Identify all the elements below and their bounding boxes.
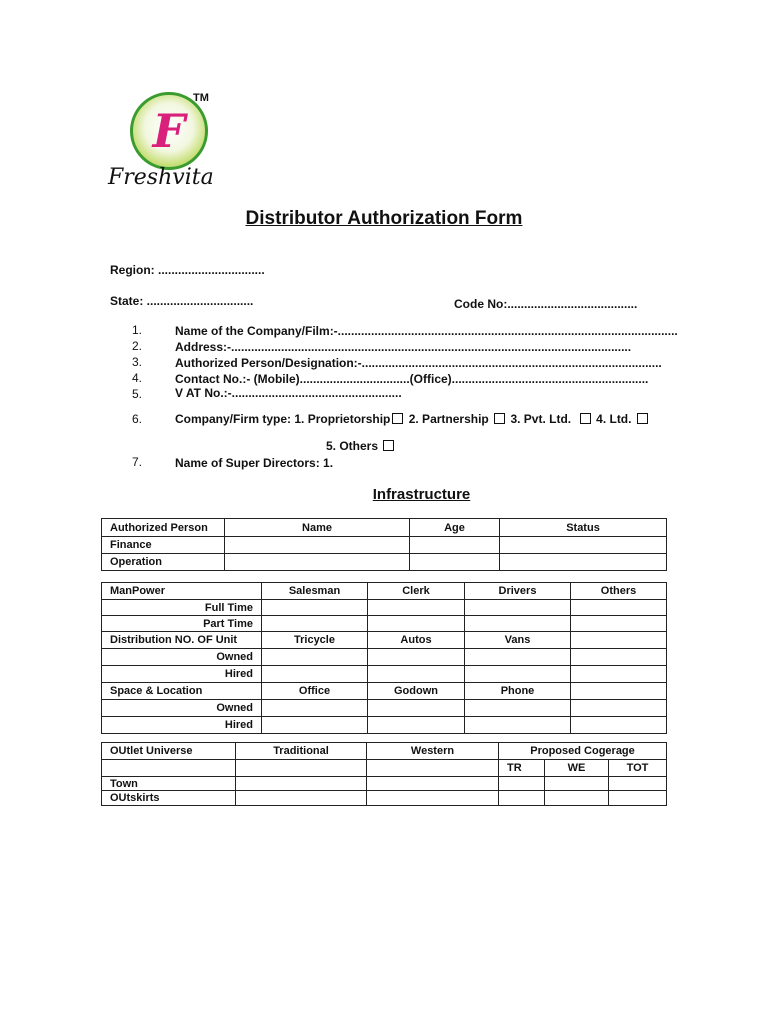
table-cell[interactable] <box>236 760 367 777</box>
row-outskirts: OUtskirts <box>102 791 236 806</box>
row-distribution: Distribution NO. OF Unit <box>102 632 262 649</box>
item-number: 2. <box>132 339 143 353</box>
authorized-person-field: Authorized Person/Designation:-.......................................................................................... <box>175 356 662 370</box>
tricycle-label: Tricycle <box>262 632 368 649</box>
table-cell[interactable] <box>262 649 368 666</box>
table-cell[interactable] <box>545 791 609 806</box>
others-label: 5. Others <box>326 439 379 453</box>
header-tot: TOT <box>609 760 667 777</box>
table-cell[interactable] <box>102 760 236 777</box>
header-age: Age <box>410 519 500 537</box>
proprietorship-checkbox[interactable] <box>392 413 403 424</box>
table-cell[interactable] <box>571 600 667 616</box>
header-status: Status <box>500 519 667 537</box>
firm-type-row <box>175 412 650 426</box>
header-manpower: ManPower <box>102 583 262 600</box>
table-cell[interactable] <box>609 777 667 791</box>
vans-label: Vans <box>465 632 571 649</box>
table-cell[interactable] <box>262 600 368 616</box>
table-cell[interactable] <box>465 616 571 632</box>
operation-name-cell[interactable] <box>225 554 410 571</box>
table-cell[interactable] <box>571 683 667 700</box>
row-part-time: Part Time <box>102 616 262 632</box>
form-title: Distributor Authorization Form <box>245 208 523 229</box>
item-number: 4. <box>132 371 143 385</box>
table-cell[interactable] <box>262 666 368 683</box>
trademark: TM <box>193 92 209 104</box>
contact-field: Contact No.:- (Mobile).................................(Office)........................................................... <box>175 372 649 386</box>
ltd-checkbox[interactable] <box>637 413 648 424</box>
brand-name: Freshvita <box>108 165 214 190</box>
row-owned: Owned <box>102 700 262 717</box>
table-cell[interactable] <box>367 777 499 791</box>
row-hired: Hired <box>102 666 262 683</box>
table-cell[interactable] <box>465 666 571 683</box>
pvt-ltd-checkbox[interactable] <box>580 413 591 424</box>
header-drivers: Drivers <box>465 583 571 600</box>
logo-letter: F <box>152 104 186 158</box>
authorized-person-table <box>101 518 667 571</box>
finance-name-cell[interactable] <box>225 537 410 554</box>
table-cell[interactable] <box>368 600 465 616</box>
header-western: Western <box>367 743 499 760</box>
finance-status-cell[interactable] <box>500 537 667 554</box>
office-label: Office <box>262 683 368 700</box>
item-number: 1. <box>132 323 143 337</box>
table-cell[interactable] <box>571 632 667 649</box>
manpower-table <box>101 582 667 734</box>
region-field: Region: ................................ <box>110 263 265 277</box>
header-salesman: Salesman <box>262 583 368 600</box>
row-space-location: Space & Location <box>102 683 262 700</box>
table-cell[interactable] <box>262 717 368 734</box>
row-owned: Owned <box>102 649 262 666</box>
table-cell[interactable] <box>609 791 667 806</box>
table-cell[interactable] <box>465 649 571 666</box>
state-field: State: ................................ <box>110 294 254 308</box>
header-proposed-coverage: Proposed Cogerage <box>499 743 667 760</box>
header-clerk: Clerk <box>368 583 465 600</box>
table-cell[interactable] <box>465 700 571 717</box>
autos-label: Autos <box>368 632 465 649</box>
address-field: Address:-........................................................................................................................ <box>175 340 632 354</box>
header-authorized-person: Authorized Person <box>102 519 225 537</box>
others-option <box>326 439 396 453</box>
super-directors-field: Name of Super Directors: 1. <box>175 456 334 470</box>
table-cell[interactable] <box>367 760 499 777</box>
table-cell[interactable] <box>368 717 465 734</box>
item-number: 6. <box>132 412 143 426</box>
finance-age-cell[interactable] <box>410 537 500 554</box>
company-name-field: Name of the Company/Film:-...................................................................................................... <box>175 324 678 338</box>
table-cell[interactable] <box>465 717 571 734</box>
table-cell[interactable] <box>499 777 545 791</box>
row-full-time: Full Time <box>102 600 262 616</box>
ltd-label: 4. Ltd. <box>596 412 632 426</box>
row-hired: Hired <box>102 717 262 734</box>
table-cell[interactable] <box>262 616 368 632</box>
firm-type-label: Company/Firm type: 1. Proprietorship <box>175 412 391 426</box>
header-we: WE <box>545 760 609 777</box>
partnership-label: 2. Partnership <box>408 412 489 426</box>
operation-status-cell[interactable] <box>500 554 667 571</box>
infrastructure-heading: Infrastructure <box>372 486 471 503</box>
vat-field: V AT No.:-................................................... <box>175 386 402 400</box>
table-cell[interactable] <box>262 700 368 717</box>
others-checkbox[interactable] <box>383 440 394 451</box>
table-cell[interactable] <box>236 791 367 806</box>
outlet-universe-table <box>101 742 667 806</box>
header-others: Others <box>571 583 667 600</box>
pvt-ltd-label: 3. Pvt. Ltd. <box>510 412 572 426</box>
table-cell[interactable] <box>571 700 667 717</box>
header-tr: TR <box>499 760 545 777</box>
phone-label: Phone <box>465 683 571 700</box>
item-number: 3. <box>132 355 143 369</box>
table-cell[interactable] <box>367 791 499 806</box>
partnership-checkbox[interactable] <box>494 413 505 424</box>
table-cell[interactable] <box>571 616 667 632</box>
header-traditional: Traditional <box>236 743 367 760</box>
table-cell[interactable] <box>465 600 571 616</box>
table-cell[interactable] <box>545 777 609 791</box>
table-cell[interactable] <box>368 616 465 632</box>
table-cell[interactable] <box>236 777 367 791</box>
table-cell[interactable] <box>571 649 667 666</box>
table-cell[interactable] <box>368 700 465 717</box>
header-outlet-universe: OUtlet Universe <box>102 743 236 760</box>
table-cell[interactable] <box>571 717 667 734</box>
table-cell[interactable] <box>571 666 667 683</box>
table-cell[interactable] <box>368 649 465 666</box>
row-finance: Finance <box>102 537 225 554</box>
table-cell[interactable] <box>499 791 545 806</box>
item-number: 5. <box>132 387 143 401</box>
row-town: Town <box>102 777 236 791</box>
header-name: Name <box>225 519 410 537</box>
operation-age-cell[interactable] <box>410 554 500 571</box>
row-operation: Operation <box>102 554 225 571</box>
code-no-field: Code No:....................................... <box>454 297 638 311</box>
godown-label: Godown <box>368 683 465 700</box>
table-cell[interactable] <box>368 666 465 683</box>
item-number: 7. <box>132 455 143 469</box>
